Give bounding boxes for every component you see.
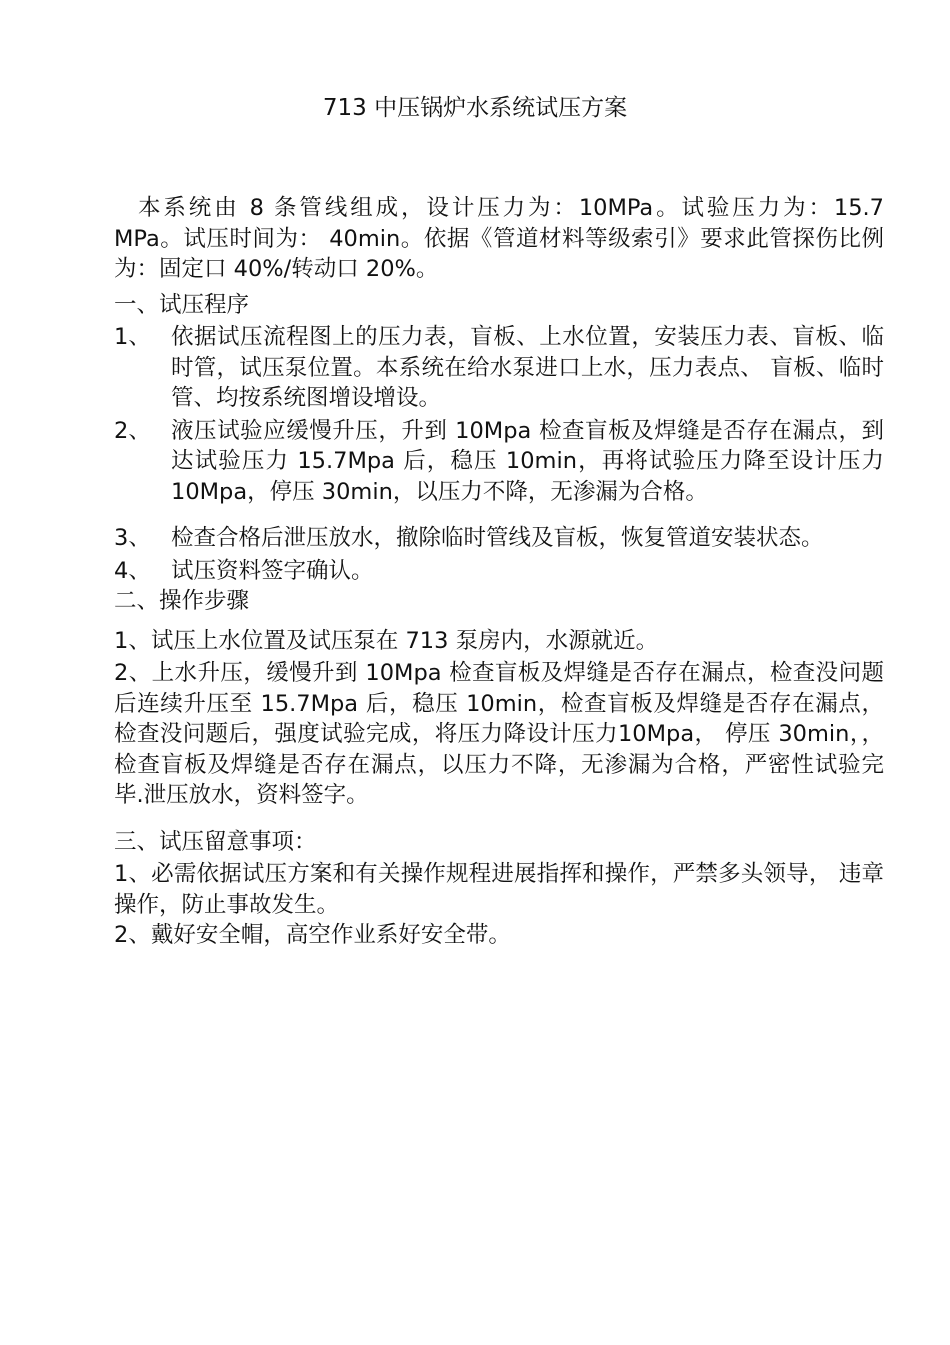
procedure-item-text: 液压试验应缓慢升压，升到 10Mpa 检查盲板及焊缝是否存在漏点，到达试验压力 15.7Mpa 后，稳压 10min，再将试验压力降至设计压力 10Mpa，停压 30min，以压力不降，无渗漏为合格。 [171, 417, 884, 505]
procedure-item-number: 4、 [114, 557, 151, 584]
section-1-heading: 一、试压程序 [114, 291, 250, 318]
operation-step-1: 1、试压上水位置及试压泵在 713 泵房内，水源就近。 [114, 627, 659, 654]
precaution-item-2: 2、戴好安全帽，高空作业系好安全带。 [114, 922, 511, 948]
procedure-item-number: 1、 [114, 324, 151, 350]
procedure-item-text: 检查合格后泄压放水，撤除临时管线及盲板，恢复管道安装状态。 [171, 525, 824, 551]
procedure-item-2 [114, 416, 884, 508]
precaution-item-1: 1、必需依据试压方案和有关操作规程进展指挥和操作，严禁多头领导， 违章操作，防止事故发生。 [114, 861, 884, 918]
intro-paragraph: 本系统由 8 条管线组成，设计压力为：10MPa。试验压力为：15.7 MPa。试压时间为： 40min。依据《管道材料等级索引》要求此管探伤比例为：固定口 40%/转动口 20%。 [114, 195, 884, 282]
procedure-item-1 [114, 322, 884, 414]
procedure-item-3 [114, 523, 884, 554]
document-title: 713 中压锅炉水系统试压方案 [322, 95, 628, 121]
procedure-item-number: 3、 [114, 525, 151, 551]
operation-step-2: 2、上水升压，缓慢升到 10Mpa 检查盲板及焊缝是否存在漏点，检查没问题后连续升压至 15.7Mpa 后，稳压 10min，检查盲板及焊缝是否存在漏点，检查没问题后，强度试验完成，将压力降设计压力10Mpa， 停压 30min，，检查盲板及焊缝是否存在漏点，以压力不降，无渗漏为合格，严密性试验完毕.泄压放水，资料签字。 [114, 660, 884, 808]
procedure-item-number: 2、 [114, 417, 151, 444]
procedure-item-text: 试压资料签字确认。 [171, 557, 374, 584]
procedure-item-4 [114, 556, 884, 587]
section-2-heading: 二、操作步骤 [114, 588, 250, 614]
document-body [114, 193, 884, 951]
procedure-item-text: 依据试压流程图上的压力表，盲板、上水位置，安装压力表、盲板、临时管，试压泵位置。本系统在给水泵进口上水，压力表点、 盲板、临时管、均按系统图增设增设。 [171, 324, 884, 411]
section-3-heading: 三、试压留意事项： [114, 828, 317, 855]
